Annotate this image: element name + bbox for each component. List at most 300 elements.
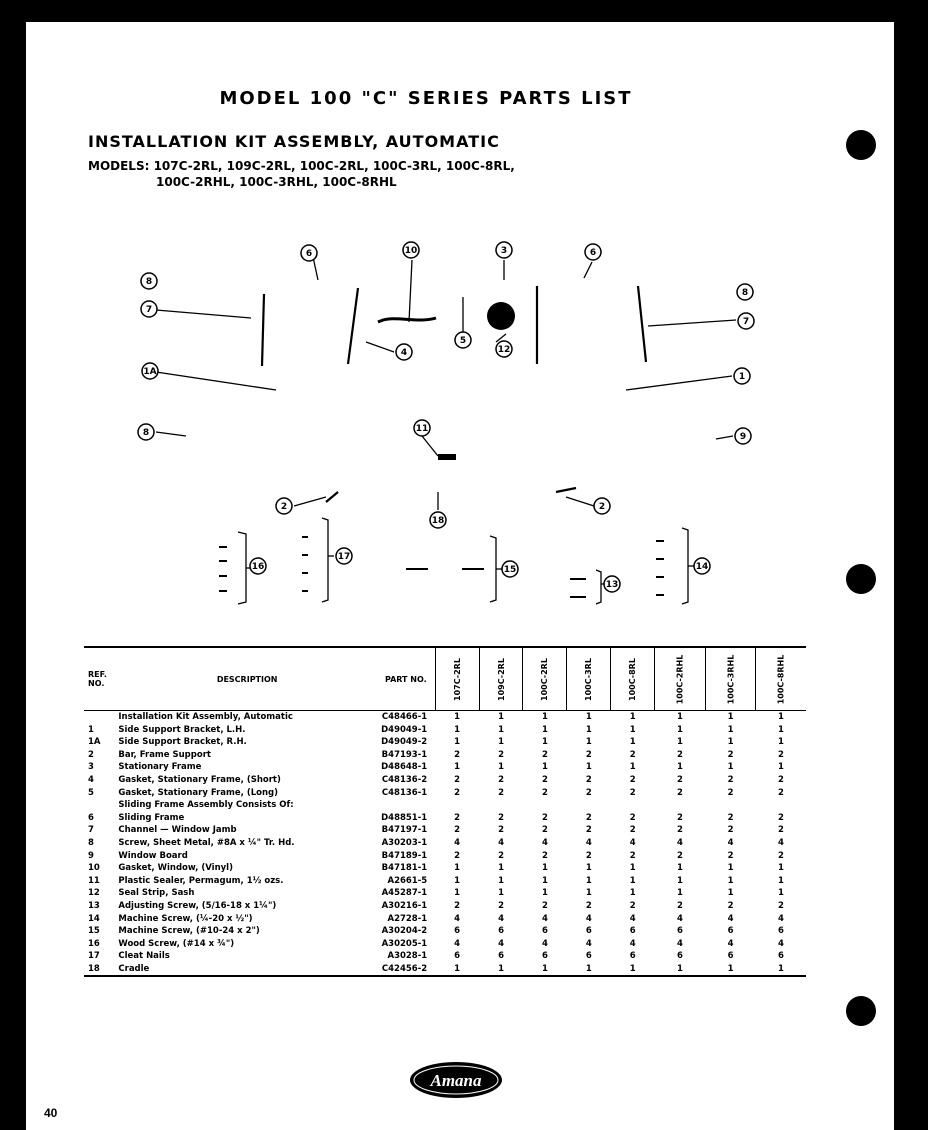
description-cell: Gasket, Window, (Vinyl) (118, 863, 233, 874)
header-model-100c-8rl: 100C-8RL (611, 647, 655, 711)
part-no-cell: C48136-1 (381, 787, 428, 798)
svg-text:17: 17 (337, 552, 351, 562)
quantity-cell: 1 (611, 963, 655, 977)
quantity-cell: 1 (777, 712, 784, 722)
quantity-cell: 2 (629, 749, 636, 760)
quantity-cell: 6 (585, 926, 592, 937)
page-title: MODEL 100 "C" SERIES PARTS LIST (219, 88, 633, 109)
quantity-cell: 2 (498, 812, 504, 823)
table-row (84, 875, 806, 888)
quantity-cell: 2 (454, 787, 461, 798)
quantity-cell: 2 (454, 774, 461, 785)
description-cell: Channel — Window Jamb (118, 825, 237, 836)
quantity-cell: 1 (454, 888, 461, 899)
description-cell: Machine Screw, (¼-20 x ½") (118, 913, 253, 924)
part-no-cell: B47181-1 (381, 863, 428, 874)
quantity-cell: 1 (777, 863, 784, 874)
part-no-cell: B47197-1 (381, 825, 428, 836)
quantity-cell: 1 (585, 724, 592, 735)
quantity-cell: 4 (777, 837, 784, 848)
quantity-cell: 6 (727, 926, 734, 937)
callout-7-left (141, 301, 157, 317)
callout-2-left (276, 498, 292, 514)
ref-no-cell: 1A (88, 737, 101, 748)
svg-text:8: 8 (145, 277, 153, 287)
ref-no-cell: 10 (88, 863, 100, 874)
quantity-cell: 4 (629, 837, 636, 848)
quantity-cell: 2 (454, 900, 461, 911)
svg-text:11: 11 (415, 424, 429, 434)
quantity-cell: 1 (629, 875, 636, 886)
part-no-cell: A45287-1 (381, 888, 428, 899)
quantity-cell (523, 799, 567, 812)
quantity-cell: 4 (777, 913, 784, 924)
quantity-cell: 1 (585, 737, 592, 748)
description-cell: Side Support Bracket, R.H. (118, 737, 247, 748)
description-cell: Gasket, Stationary Frame, (Long) (118, 787, 278, 798)
callout-11 (414, 420, 430, 436)
quantity-cell: 2 (777, 774, 784, 785)
part-no-cell: D49049-2 (381, 737, 428, 748)
quantity-cell: 6 (777, 926, 784, 937)
quantity-cell: 6 (498, 951, 504, 962)
callout-5 (455, 332, 471, 348)
binder-hole-bottom (846, 996, 876, 1026)
header-description: DESCRIPTION (118, 647, 376, 711)
quantity-cell: 1 (498, 888, 504, 899)
quantity-cell: 2 (454, 812, 461, 823)
quantity-cell: 1 (629, 712, 636, 722)
quantity-cell: 1 (705, 963, 756, 977)
quantity-cell (435, 799, 479, 812)
part-no-cell: C48136-2 (381, 774, 428, 785)
quantity-cell: 4 (541, 837, 548, 848)
quantity-cell: 1 (777, 762, 784, 773)
table-row (84, 724, 806, 737)
quantity-cell: 2 (498, 787, 504, 798)
quantity-cell: 1 (498, 863, 504, 874)
quantity-cell: 2 (541, 850, 548, 861)
quantity-cell: 1 (454, 712, 461, 722)
part-no-cell: C42456-2 (376, 963, 435, 977)
header-part-no: PART NO. (376, 647, 435, 711)
quantity-cell: 2 (629, 825, 636, 836)
quantity-cell: 4 (629, 938, 636, 949)
header-model-100c-2rhl: 100C-2RHL (655, 647, 706, 711)
callout-18 (430, 512, 446, 528)
quantity-cell: 1 (727, 762, 734, 773)
quantity-cell: 2 (727, 850, 734, 861)
callout-8-left (141, 273, 157, 289)
description-cell: Cleat Nails (118, 951, 170, 962)
svg-text:2: 2 (598, 502, 606, 512)
quantity-cell: 2 (677, 749, 683, 760)
quantity-cell: 1 (677, 737, 683, 748)
quantity-cell: 2 (629, 812, 636, 823)
quantity-cell: 2 (498, 774, 504, 785)
table-row (84, 711, 806, 724)
part-no-cell: A30204-2 (381, 926, 428, 937)
quantity-cell: 6 (727, 951, 734, 962)
ref-no-cell: 5 (88, 787, 94, 798)
amana-logo (408, 1060, 504, 1100)
table-row (84, 850, 806, 863)
quantity-cell: 4 (454, 837, 461, 848)
part-no-cell: A3028-1 (387, 951, 428, 962)
quantity-cell: 1 (585, 888, 592, 899)
quantity-cell: 4 (629, 913, 636, 924)
quantity-cell: 4 (585, 938, 592, 949)
callout-9 (735, 428, 751, 444)
ref-no-cell: 9 (88, 850, 94, 861)
quantity-cell: 6 (629, 951, 636, 962)
page-number: 40 (44, 1106, 58, 1120)
callout-10 (403, 242, 419, 258)
part-no-cell: D49049-1 (381, 724, 428, 735)
table-row (84, 761, 806, 774)
description-cell: Wood Screw, (#14 x ¾") (118, 938, 235, 949)
quantity-cell: 1 (727, 724, 734, 735)
quantity-cell: 1 (677, 762, 683, 773)
quantity-cell: 2 (777, 749, 784, 760)
part-no-cell: C48466-1 (381, 712, 428, 722)
quantity-cell: 4 (454, 913, 461, 924)
description-cell: Cradle (118, 963, 376, 977)
quantity-cell: 1 (498, 875, 504, 886)
table-row (84, 749, 806, 762)
quantity-cell: 1 (629, 724, 636, 735)
quantity-cell: 2 (498, 900, 504, 911)
svg-text:1: 1 (738, 372, 746, 382)
svg-text:3: 3 (500, 246, 508, 256)
quantity-cell: 1 (677, 863, 683, 874)
ref-no-cell: 6 (88, 812, 94, 823)
quantity-cell: 4 (677, 938, 683, 949)
table-row (84, 812, 806, 825)
quantity-cell: 1 (567, 963, 611, 977)
quantity-cell: 1 (454, 875, 461, 886)
callout-15 (502, 561, 518, 577)
quantity-cell: 2 (541, 787, 548, 798)
ref-no-cell: 2 (88, 749, 94, 760)
table-row (84, 938, 806, 951)
svg-text:18: 18 (431, 516, 445, 526)
ref-no-cell: 12 (88, 888, 100, 899)
quantity-cell: 1 (727, 875, 734, 886)
svg-text:8: 8 (142, 428, 150, 438)
quantity-cell: 6 (585, 951, 592, 962)
quantity-cell: 4 (498, 837, 504, 848)
quantity-cell: 1 (498, 737, 504, 748)
description-cell: Side Support Bracket, L.H. (118, 724, 246, 735)
quantity-cell: 2 (629, 850, 636, 861)
ref-no-cell: 18 (84, 963, 118, 977)
part-no-cell: A2728-1 (387, 913, 428, 924)
exploded-diagram (26, 22, 894, 662)
quantity-cell: 1 (777, 875, 784, 886)
header-model-100c-2rl: 100C-2RL (523, 647, 567, 711)
quantity-cell: 1 (777, 724, 784, 735)
quantity-cell: 6 (454, 926, 461, 937)
description-cell: Gasket, Stationary Frame, (Short) (118, 774, 281, 785)
quantity-cell: 2 (454, 825, 461, 836)
quantity-cell: 1 (677, 724, 683, 735)
quantity-cell: 1 (541, 724, 548, 735)
quantity-cell: 2 (585, 850, 592, 861)
svg-text:13: 13 (605, 580, 619, 590)
quantity-cell: 6 (777, 951, 784, 962)
ref-no-cell: 17 (88, 951, 100, 962)
svg-text:14: 14 (695, 562, 709, 572)
quantity-cell (567, 799, 611, 812)
svg-text:8: 8 (741, 288, 749, 298)
part-no-cell: D48648-1 (381, 762, 428, 773)
ref-no-cell (84, 711, 118, 724)
quantity-cell: 4 (727, 938, 734, 949)
description-cell: Sliding Frame Assembly Consists Of: (118, 800, 294, 811)
quantity-cell: 2 (629, 900, 636, 911)
part-no-cell: A2661-5 (387, 875, 428, 886)
table-row (84, 774, 806, 787)
svg-text:10: 10 (404, 246, 418, 256)
svg-text:7: 7 (145, 305, 153, 315)
quantity-cell: 1 (454, 762, 461, 773)
quantity-cell: 1 (756, 963, 806, 977)
ref-no-cell: 11 (88, 875, 100, 886)
quantity-cell: 1 (523, 963, 567, 977)
quantity-cell: 2 (777, 825, 784, 836)
quantity-cell: 1 (655, 963, 706, 977)
quantity-cell (705, 799, 756, 812)
quantity-cell: 2 (585, 900, 592, 911)
quantity-cell: 4 (498, 913, 504, 924)
ref-no-cell: 4 (88, 774, 94, 785)
quantity-cell: 2 (677, 787, 683, 798)
quantity-cell: 2 (585, 749, 592, 760)
callout-6-right (585, 244, 601, 260)
quantity-cell: 1 (727, 712, 734, 722)
quantity-cell: 2 (454, 850, 461, 861)
quantity-cell: 2 (585, 774, 592, 785)
quantity-cell: 1 (629, 762, 636, 773)
callout-2-right (594, 498, 610, 514)
part-no-cell: A30205-1 (381, 938, 428, 949)
quantity-cell: 2 (541, 900, 548, 911)
table-row (84, 824, 806, 837)
table-row (84, 736, 806, 749)
quantity-cell: 1 (677, 875, 683, 886)
quantity-cell: 6 (498, 926, 504, 937)
quantity-cell: 1 (541, 875, 548, 886)
callout-3 (496, 242, 512, 258)
callout-16 (250, 558, 266, 574)
quantity-cell: 1 (677, 712, 683, 722)
ref-no-cell: 3 (88, 762, 94, 773)
header-ref-no: REF. NO. (84, 647, 118, 711)
quantity-cell: 2 (677, 900, 683, 911)
parts-table (84, 646, 806, 977)
table-row (84, 837, 806, 850)
quantity-cell: 2 (777, 787, 784, 798)
quantity-cell: 2 (585, 825, 592, 836)
quantity-cell: 2 (585, 787, 592, 798)
quantity-cell: 4 (727, 837, 734, 848)
quantity-cell: 6 (629, 926, 636, 937)
quantity-cell: 2 (454, 749, 461, 760)
description-cell: Stationary Frame (118, 762, 202, 773)
models-line-2: 100C-2RHL, 100C-3RHL, 100C-8RHL (156, 175, 397, 189)
svg-text:12: 12 (497, 345, 511, 355)
quantity-cell (479, 799, 523, 812)
header-model-107c-2rl: 107C-2RL (435, 647, 479, 711)
quantity-cell: 2 (677, 825, 683, 836)
quantity-cell: 6 (454, 951, 461, 962)
quantity-cell: 1 (498, 724, 504, 735)
parts-list-page (26, 22, 894, 1130)
quantity-cell: 2 (585, 812, 592, 823)
quantity-cell: 1 (777, 737, 784, 748)
header-model-100c-8rhl: 100C-8RHL (756, 647, 806, 711)
svg-text:1A: 1A (143, 367, 157, 377)
table-row (84, 963, 806, 977)
quantity-cell: 1 (727, 737, 734, 748)
quantity-cell: 2 (677, 774, 683, 785)
table-row (84, 950, 806, 963)
quantity-cell: 1 (454, 863, 461, 874)
quantity-cell: 2 (498, 749, 504, 760)
quantity-cell: 2 (629, 787, 636, 798)
quantity-cell (655, 799, 706, 812)
part-no-cell: A30216-1 (381, 900, 428, 911)
quantity-cell: 1 (585, 875, 592, 886)
description-cell: Installation Kit Assembly, Automatic (118, 712, 293, 722)
quantity-cell: 1 (629, 737, 636, 748)
quantity-cell: 2 (677, 812, 683, 823)
quantity-cell: 2 (727, 900, 734, 911)
quantity-cell: 1 (727, 863, 734, 874)
ref-no-cell: 14 (88, 913, 100, 924)
quantity-cell (611, 799, 655, 812)
svg-text:6: 6 (305, 249, 313, 259)
svg-text:5: 5 (459, 336, 467, 346)
description-cell: Machine Screw, (#10-24 x 2") (118, 926, 260, 937)
quantity-cell: 1 (498, 712, 504, 722)
part-no-cell (376, 799, 435, 812)
ref-no-cell (84, 799, 118, 812)
table-row (84, 925, 806, 938)
quantity-cell: 1 (777, 888, 784, 899)
svg-text:9: 9 (739, 432, 747, 442)
quantity-cell: 4 (585, 837, 592, 848)
quantity-cell: 2 (541, 749, 548, 760)
header-model-109c-2rl: 109C-2RL (479, 647, 523, 711)
header-model-100c-3rhl: 100C-3RHL (705, 647, 756, 711)
svg-text:2: 2 (280, 502, 288, 512)
description-cell: Plastic Sealer, Permagum, 1½ ozs. (118, 875, 284, 886)
quantity-cell: 2 (541, 825, 548, 836)
table-row (84, 799, 806, 812)
callout-1 (734, 368, 750, 384)
quantity-cell: 2 (677, 850, 683, 861)
quantity-cell: 4 (541, 913, 548, 924)
part-no-cell: A30203-1 (381, 837, 428, 848)
quantity-cell: 1 (585, 712, 592, 722)
quantity-cell: 2 (498, 825, 504, 836)
ref-no-cell: 8 (88, 837, 94, 848)
quantity-cell: 1 (541, 863, 548, 874)
svg-text:6: 6 (589, 248, 597, 258)
quantity-cell: 1 (454, 724, 461, 735)
svg-text:4: 4 (400, 348, 408, 358)
quantity-cell: 4 (498, 938, 504, 949)
quantity-cell: 2 (727, 825, 734, 836)
ref-no-cell: 15 (88, 926, 100, 937)
part-no-cell: D48851-1 (381, 812, 428, 823)
description-cell: Window Board (118, 850, 188, 861)
quantity-cell: 1 (629, 863, 636, 874)
quantity-cell: 4 (677, 837, 683, 848)
quantity-cell: 1 (541, 762, 548, 773)
callout-4 (396, 344, 412, 360)
part-no-cell: B47189-1 (381, 850, 428, 861)
table-header-row (84, 647, 806, 711)
callout-12 (496, 341, 512, 357)
section-title: INSTALLATION KIT ASSEMBLY, AUTOMATIC (88, 132, 500, 151)
svg-text:15: 15 (503, 565, 517, 575)
svg-text:16: 16 (251, 562, 265, 572)
quantity-cell: 1 (479, 963, 523, 977)
callout-8-right (737, 284, 753, 300)
callout-1a (142, 363, 158, 379)
models-line-1: MODELS: 107C-2RL, 109C-2RL, 100C-2RL, 100C-3RL, 100C-8RL, (88, 159, 515, 173)
table-row (84, 787, 806, 800)
description-cell: Adjusting Screw, (5/16-18 x 1¼") (118, 900, 277, 911)
description-cell: Screw, Sheet Metal, #8A x ¼" Tr. Hd. (118, 837, 295, 848)
ref-no-cell: 16 (88, 938, 100, 949)
quantity-cell: 4 (777, 938, 784, 949)
parts-table-body (84, 711, 806, 977)
callout-8-lower (138, 424, 154, 440)
quantity-cell: 2 (541, 774, 548, 785)
quantity-cell: 1 (727, 888, 734, 899)
table-row (84, 887, 806, 900)
callout-7-right (738, 313, 754, 329)
table-row (84, 862, 806, 875)
callout-14 (694, 558, 710, 574)
quantity-cell: 1 (435, 963, 479, 977)
header-model-100c-3rl: 100C-3RL (567, 647, 611, 711)
description-cell: Sliding Frame (118, 812, 185, 823)
quantity-cell: 1 (541, 712, 548, 722)
quantity-cell: 2 (777, 812, 784, 823)
svg-text:7: 7 (742, 317, 750, 327)
table-row (84, 913, 806, 926)
quantity-cell (756, 799, 806, 812)
quantity-cell: 2 (629, 774, 636, 785)
description-cell: Seal Strip, Sash (118, 888, 195, 899)
quantity-cell: 1 (541, 888, 548, 899)
quantity-cell: 2 (777, 900, 784, 911)
quantity-cell: 2 (777, 850, 784, 861)
quantity-cell: 6 (541, 951, 548, 962)
quantity-cell: 2 (541, 812, 548, 823)
quantity-cell: 1 (541, 737, 548, 748)
callout-17 (336, 548, 352, 564)
quantity-cell: 2 (498, 850, 504, 861)
quantity-cell: 2 (727, 812, 734, 823)
quantity-cell: 1 (585, 863, 592, 874)
part-no-cell: B47193-1 (381, 749, 428, 760)
